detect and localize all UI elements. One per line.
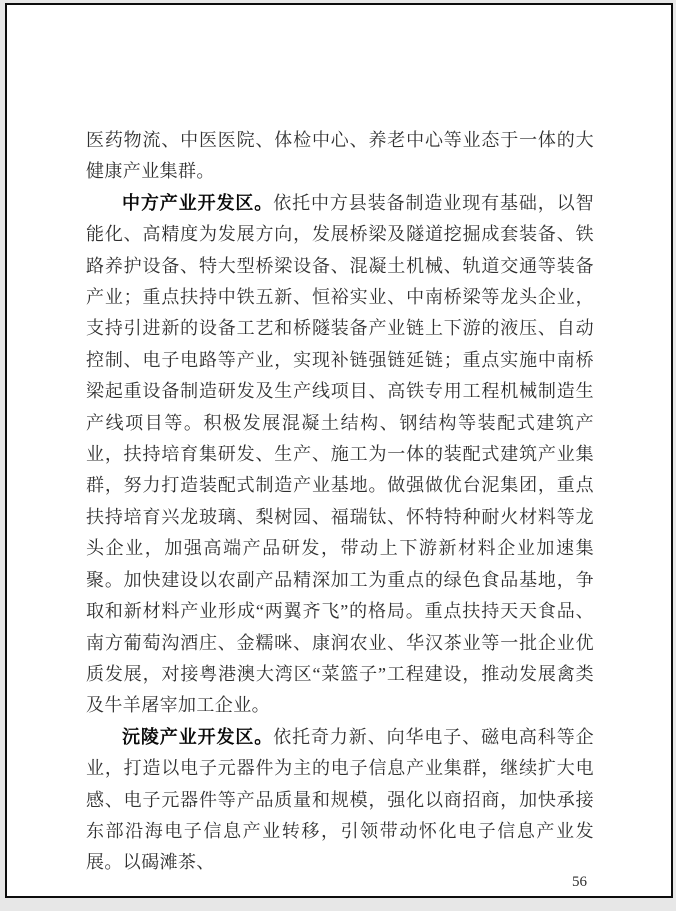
paragraph bbox=[86, 188, 594, 722]
paragraph-text: 依托奇力新、向华电子、磁电高科等企业，打造以电子元器件为主的电子信息产业集群，继续扩大电感、电子元器件等产品质量和规模，强化以商招商，加快承接东部沿海电子信息产业转移，引领带动怀化电子信息产业发展。以碣滩茶、 bbox=[86, 726, 594, 873]
paragraph-lead-bold: 沅陵产业开发区。 bbox=[122, 726, 274, 747]
paragraph bbox=[86, 722, 594, 879]
page-body-text bbox=[86, 125, 594, 879]
paragraph-lead-bold: 中方产业开发区。 bbox=[122, 192, 274, 213]
paragraph-text: 医药物流、中医医院、体检中心、养老中心等业态于一体的大健康产业集群。 bbox=[86, 130, 594, 182]
document-page bbox=[5, 3, 673, 898]
paragraph bbox=[86, 125, 594, 188]
page-number: 56 bbox=[572, 874, 587, 890]
paragraph-text: 依托中方县装备制造业现有基础，以智能化、高精度为发展方向，发展桥梁及隧道挖掘成套装备、铁路养护设备、特大型桥梁设备、混凝土机械、轨道交通等装备产业；重点扶持中铁五新、恒裕实业、中南桥梁等龙头企业，支持引进新的设备工艺和桥隧装备产业链上下游的液压、自动控制、电子电路等产业，实现补链强链延链；重点实施中南桥梁起重设备制造研发及生产线项目、高铁专用工程机械制造生产线项目等。积极发展混凝土结构、钢结构等装配式建筑产业，扶持培育集研发、生产、施工为一体的装配式建筑产业集群，努力打造装配式制造产业基地。做强做优台泥集团，重点扶持培育兴龙玻璃、梨树园、福瑞钛、怀特特种耐火材料等龙头企业，加强高端产品研发，带动上下游新材料企业加速集聚。加快建设以农副产品精深加工为重点的绿色食品基地，争取和新材料产业形成“两翼齐飞”的格局。重点扶持天天食品、南方葡萄沟酒庄、金糯咪、康润农业、华汉茶业等一批企业优质发展，对接粤港澳大湾区“菜篮子”工程建设，推动发展禽类及牛羊屠宰加工企业。 bbox=[86, 192, 594, 716]
